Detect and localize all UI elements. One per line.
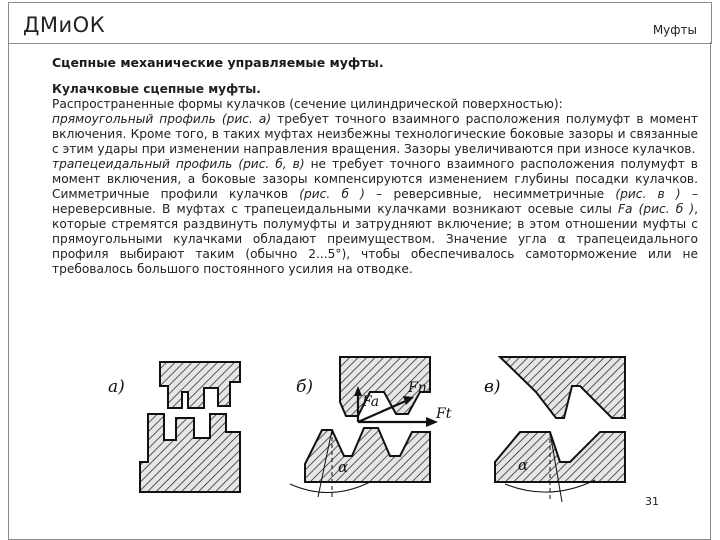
section-title: Муфты [652, 23, 697, 37]
term-rectangular: прямоугольный профиль [52, 112, 216, 126]
angle-arc [290, 482, 370, 493]
figure-v-asymmetric-trapezoid [484, 357, 625, 502]
right-frame-line [710, 42, 711, 540]
label-alpha-b: α [338, 458, 349, 476]
label-ft: Ft [436, 406, 452, 422]
upper-half-coupling [160, 362, 240, 408]
figure-a-rectangular-profile [108, 362, 240, 492]
slide-heading: Сцепные механические управляемые муфты. [52, 55, 384, 70]
label-v: в) [484, 377, 501, 397]
lower-trapezoid-cams [305, 428, 430, 482]
lower-asymmetric-cams [495, 432, 625, 482]
subheading: Кулачковые сцепные муфты. [52, 82, 261, 96]
label-fn: Fn [408, 380, 427, 396]
lower-half-coupling [140, 414, 240, 492]
page-number: 31 [645, 495, 659, 508]
label-a: а) [108, 377, 125, 397]
body-text [20, 82, 698, 277]
label-alpha-v: α [518, 456, 529, 474]
slide-header [8, 2, 712, 44]
figure-b-symmetric-trapezoid [290, 357, 452, 497]
ref-bv: (рис. б, в) [238, 157, 305, 171]
course-title: ДМиОК [23, 13, 106, 37]
left-frame-line [8, 42, 9, 540]
paragraph-rectangular: прямоугольный профиль (рис. а) требует точного взаимного расположения полумуфт в момент включения. Кроме того, в таких муфтах неизбежны технологические боковые зазоры и связанные с этим удары при изменении направления вращения. Зазоры увеличиваются при износе кулачков. [52, 112, 698, 156]
label-fa: Fa [362, 394, 380, 410]
ref-a: (рис. а) [221, 112, 272, 126]
cam-profiles-figure [100, 352, 630, 520]
force-fa: Fa [617, 202, 633, 216]
upper-asymmetric-cams [500, 357, 625, 418]
intro-line: Распространенные формы кулачков (сечение цилиндрической поверхностью): [52, 97, 563, 111]
term-trapezoidal: трапецеидальный профиль [52, 157, 233, 171]
paragraph-trapezoidal: трапецеидальный профиль (рис. б, в) не требует точного взаимного расположения полумуфт в момент включения, а боковые зазоры компенсируются изменением глубины посадки кулачков. Симметричные профили кулачков (рис. б ) – реверсивные, несимметричные (рис. в ) – нереверсивные. В муфтах с трапецеидальными кулачками возникают осевые силы Fa (рис. б ), которые стремятся раздвинуть полумуфты и затрудняют включение; в этом отношении муфты с прямоугольными кулачками обладают преимуществом. Значение угла α трапецеидального профиля выбирают таким (обычно 2...5°), чтобы обеспечивалось самоторможение или не требовалось большого постоянного усилия на отводке. [52, 157, 698, 276]
label-b: б) [296, 377, 314, 397]
